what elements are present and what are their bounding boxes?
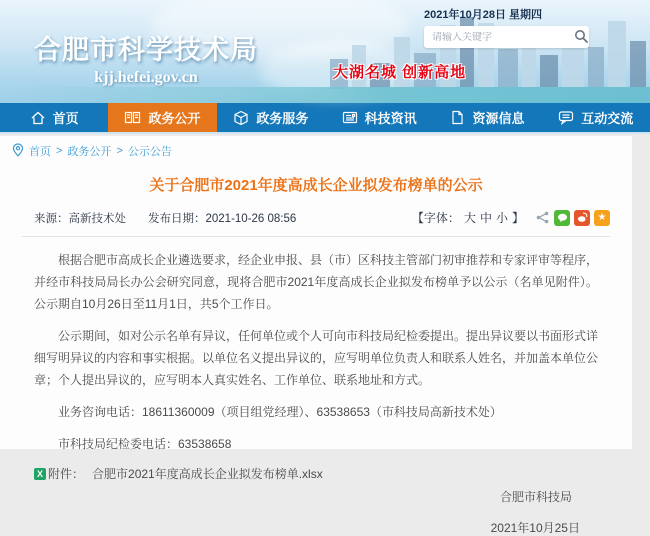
nav-label: 资源信息	[472, 111, 525, 126]
nav-label: 互动交流	[581, 111, 634, 126]
article-body	[34, 249, 598, 455]
site-logo	[6, 28, 286, 87]
breadcrumb-separator: >	[116, 145, 123, 157]
font-size-small[interactable]: 小	[495, 211, 508, 225]
excel-file-icon: X	[34, 468, 46, 480]
nav-item-interaction[interactable]	[542, 103, 650, 132]
weibo-share-icon[interactable]	[574, 210, 590, 226]
nav-item-tech-news[interactable]	[325, 103, 433, 132]
search-button[interactable]	[572, 26, 589, 48]
breadcrumb-gov-info[interactable]: 政务公开	[67, 146, 112, 158]
attachment-row	[34, 465, 598, 482]
content-area	[0, 136, 632, 535]
font-size-suffix: 】	[511, 211, 524, 225]
city-slogan: 大湖名城 创新高地	[333, 64, 467, 81]
font-size-prefix: 【字体：	[411, 211, 460, 225]
site-url: kjj.hefei.gov.cn	[94, 69, 198, 86]
nav-label: 政务公开	[148, 111, 201, 126]
share-bar	[534, 210, 610, 226]
font-size-large[interactable]: 大	[463, 211, 476, 225]
search-input[interactable]	[424, 32, 572, 43]
site-name: 合肥市科学技术局	[34, 35, 258, 65]
nav-item-gov-service[interactable]	[217, 103, 325, 132]
attachment-label: 附件：	[48, 467, 85, 481]
article-publish-date: 发布日期：2021-10-26 08:56	[148, 212, 297, 225]
wechat-share-icon[interactable]	[554, 210, 570, 226]
article-meta	[22, 209, 610, 237]
header-banner	[0, 0, 650, 103]
current-date: 2021年10月28日 星期四	[424, 9, 542, 21]
signature-block	[0, 488, 632, 536]
home-icon	[30, 110, 46, 126]
signature-date: 2021年10月25日	[490, 521, 580, 535]
paragraph-discipline-phone: 市科技局纪检委电话：63538658	[58, 437, 232, 451]
nav-label: 科技资讯	[364, 111, 417, 126]
favorite-star-icon[interactable]	[594, 210, 610, 226]
breadcrumb	[0, 136, 632, 166]
nav-label: 首页	[52, 111, 79, 126]
article-title: 关于合肥市2021年度高成长企业拟发布榜单的公示	[149, 177, 483, 194]
breadcrumb-announcements[interactable]: 公示公告	[127, 146, 172, 158]
article-source: 来源：高新技术处	[34, 212, 126, 225]
main-nav	[0, 103, 650, 134]
lake-graphic	[0, 87, 650, 103]
location-pin-icon	[12, 143, 24, 160]
nav-label: 政务服务	[256, 111, 309, 126]
news-icon	[342, 110, 358, 125]
paragraph: 根据合肥市高成长企业遴选要求，经企业申报、县（市）区科技主管部门初审推荐和专家评审等程序，并经市科技局局长办公会研究同意，现将合肥市2021年度高成长企业拟发布榜单予以公示（名单见附件）。公示期自10月26日至11月1日，共5个工作日。	[34, 253, 599, 311]
breadcrumb-home[interactable]: 首页	[29, 146, 51, 158]
nav-item-resources[interactable]	[433, 103, 541, 132]
nav-item-gov-info[interactable]	[108, 103, 216, 132]
search-box	[424, 26, 589, 48]
breadcrumb-separator: >	[56, 145, 63, 157]
book-icon	[124, 110, 141, 125]
font-size-control	[412, 209, 524, 226]
paragraph: 公示期间，如对公示名单有异议，任何单位或个人可向市科技局纪检委提出。提出异议要以书面形式详细写明异议的内容和事实根据。以单位名义提出异议的，应写明单位负责人和联系人姓名，并加盖本单位公章；个人提出异议的，应写明本人真实姓名、工作单位、联系地址和方式。	[34, 329, 599, 387]
doc-icon	[450, 110, 465, 125]
star-glyph: ★	[597, 212, 607, 223]
box-icon	[233, 110, 249, 126]
search-icon	[574, 29, 588, 46]
share-icon[interactable]	[534, 210, 550, 226]
chat-icon	[558, 110, 574, 125]
font-size-medium[interactable]: 中	[479, 211, 492, 225]
nav-item-home[interactable]	[0, 103, 108, 132]
attachment-link[interactable]: 合肥市2021年度高成长企业拟发布榜单.xlsx	[92, 467, 323, 481]
paragraph-consult-phone: 业务咨询电话：18611360009（项目组党经理）、63538653（市科技局高新技术处）	[58, 405, 502, 419]
signature-org: 合肥市科技局	[499, 490, 572, 504]
